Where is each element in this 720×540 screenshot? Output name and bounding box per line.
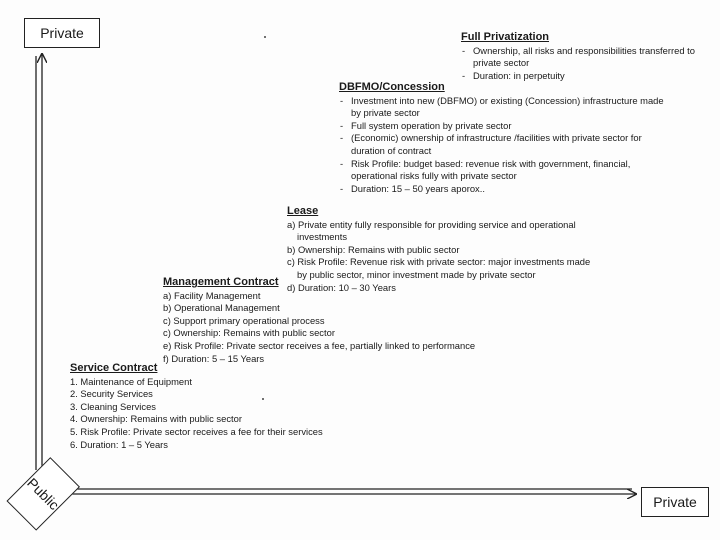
list-item: c) Ownership: Remains with public sector (163, 327, 335, 339)
list-item: 1. Maintenance of Equipment (70, 375, 192, 387)
speck-dot (264, 36, 266, 38)
list-item: 2. Security Services (70, 388, 153, 400)
list-item: c) Risk Profile: Revenue risk with private sector: major investments made by public sector, minor investment made by private sector (287, 256, 591, 280)
speck-dot (262, 398, 264, 400)
list-item: 3. Cleaning Services (70, 400, 156, 412)
section-title: Full Privatization (461, 31, 550, 43)
list-item: - Ownership, all risks and responsibilities transferred to private sector (461, 45, 707, 70)
list-item: - Duration: in perpetuity (461, 70, 707, 83)
list-item: d) Duration: 10 – 30 Years (287, 281, 396, 293)
list-item: e) Risk Profile: Private sector receives a fee, partially linked to performance (163, 339, 476, 351)
section-management-contract (163, 276, 493, 365)
list-item: b) Ownership: Remains with public sector (287, 243, 460, 255)
list-item: b) Operational Management (163, 302, 280, 314)
section-title: Service Contract (70, 362, 158, 374)
axis-label-text: Private (653, 494, 697, 510)
list-item: c) Support primary operational process (163, 314, 325, 326)
list-item: a) Private entity fully responsible for providing service and operational investments (287, 218, 576, 243)
list-item: f) Duration: 5 – 15 Years (163, 352, 265, 364)
list-item: 4. Ownership: Remains with public sector (70, 413, 242, 425)
section-title: DBFMO/Concession (339, 81, 445, 93)
list-item: - Full system operation by private sector (339, 120, 669, 133)
list-item: 5. Risk Profile: Private sector receives a fee for their services (70, 425, 323, 437)
section-title: Management Contract (163, 276, 279, 288)
section-title: Lease (287, 205, 319, 217)
list-item: 6. Duration: 1 – 5 Years (70, 438, 168, 450)
list-item: - Risk Profile: budget based: revenue risk with government, financial, operational risks fully with private sector (339, 158, 669, 183)
section-full-privatization (461, 31, 707, 82)
axis-label-text: Public (24, 474, 63, 514)
list-item: - (Economic) ownership of infrastructure /facilities with private sector for duration of contract (339, 132, 669, 157)
axis-label-private-top (24, 18, 100, 48)
section-dbfmo-concession (339, 81, 669, 195)
list-item: - Investment into new (DBFMO) or existing (Concession) infrastructure made by private sector (339, 95, 669, 120)
list-item: a) Facility Management (163, 289, 261, 301)
axis-label-private-right (641, 487, 709, 517)
section-service-contract (70, 362, 330, 451)
list-item: - Duration: 15 – 50 years aporox.. (339, 183, 669, 196)
axis-label-text: Private (40, 25, 84, 41)
